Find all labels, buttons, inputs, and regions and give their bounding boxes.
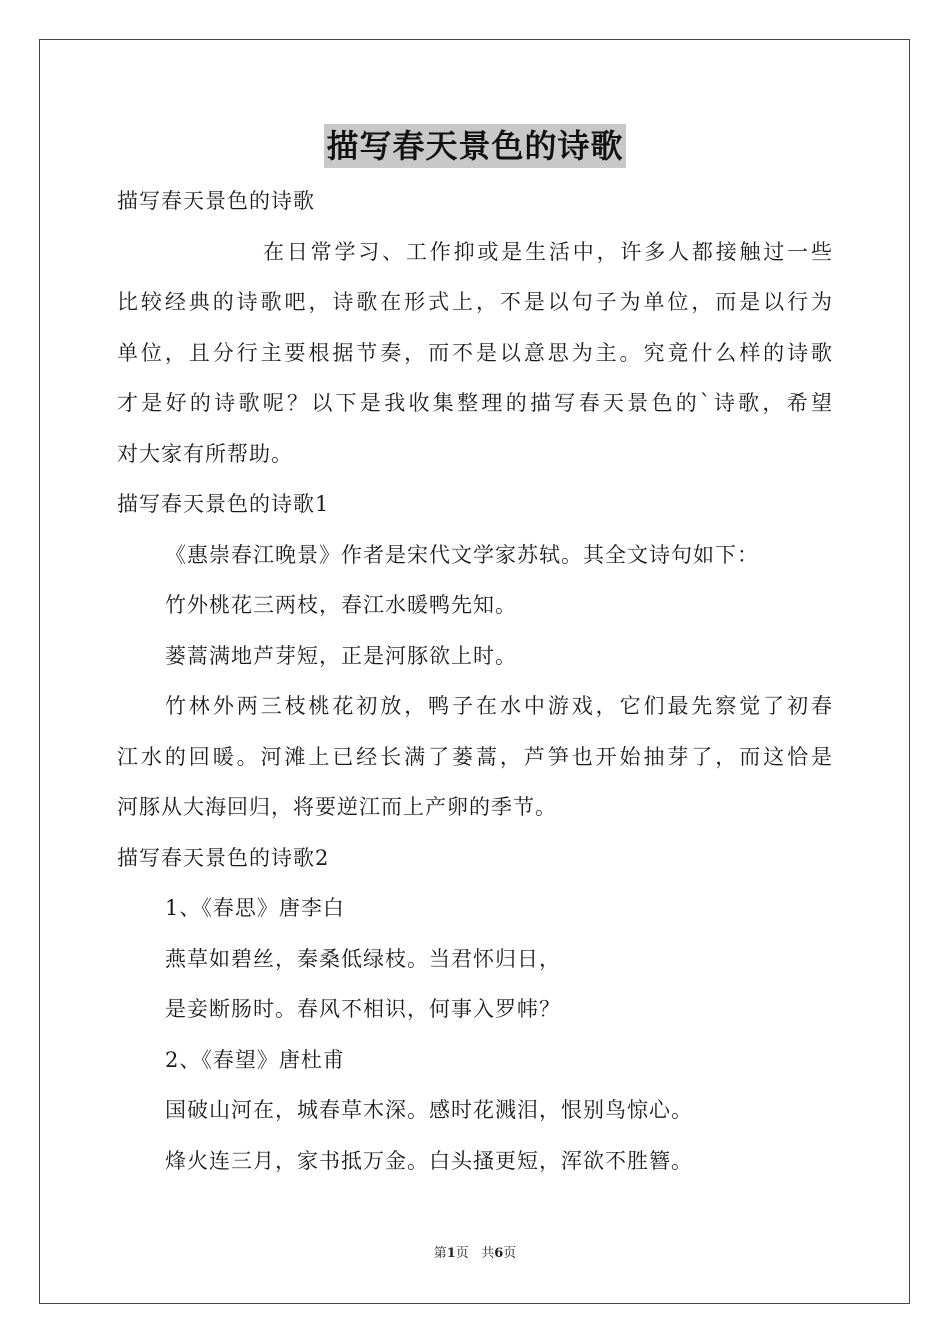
poem-line: 烽火连三月，家书抵万金。白头搔更短，浑欲不胜簪。 <box>165 1148 693 1173</box>
poem-title: 2、《春望》唐杜甫 <box>165 1047 345 1072</box>
paragraph-line: 才是好的诗歌呢？以下是我收集整理的描写春天景色的`诗歌，希望 <box>117 391 833 415</box>
poem-line: 蒌蒿满地芦芽短，正是河豚欲上时。 <box>165 643 517 668</box>
paragraph-line: 对大家有所帮助。 <box>117 441 293 466</box>
poem-line: 竹外桃花三两枝，春江水暖鸭先知。 <box>165 593 517 617</box>
paragraph-line: 在日常学习、工作抑或是生活中，许多人都接触过一些 <box>263 239 833 264</box>
section-heading: 描写春天景色的诗歌2 <box>117 845 330 870</box>
total-label-suffix: 页 <box>503 1246 517 1261</box>
document-title: 描写春天景色的诗歌 <box>324 124 625 168</box>
paragraph-line: 江水的回暖。河滩上已经长满了蒌蒿，芦笋也开始抽芽了，而这恰是 <box>117 744 833 769</box>
paragraph-line: 《惠崇春江晚景》作者是宋代文学家苏轼。其全文诗句如下： <box>165 542 759 567</box>
paragraph-line: 河豚从大海回归，将要逆江而上产卵的季节。 <box>117 795 557 819</box>
paragraph-line: 竹林外两三枝桃花初放，鸭子在水中游戏，它们最先察觉了初春 <box>165 694 833 718</box>
poem-title: 1、《春思》唐李白 <box>165 896 345 920</box>
section-heading: 描写春天景色的诗歌1 <box>117 492 330 516</box>
poem-line: 国破山河在，城春草木深。感时花溅泪，恨别鸟惊心。 <box>165 1098 693 1122</box>
page-label-prefix: 第 <box>433 1246 447 1261</box>
poem-line: 燕草如碧丝，秦桑低绿枝。当君怀归日， <box>165 946 561 971</box>
page-number: 1 <box>446 1246 456 1261</box>
page-footer <box>0 1245 950 1263</box>
page-label-suffix: 页 <box>455 1246 469 1261</box>
title-block <box>0 124 950 168</box>
section-heading: 描写春天景色的诗歌 <box>117 189 315 213</box>
total-label-prefix: 共 <box>481 1246 495 1261</box>
total-pages: 6 <box>494 1246 504 1261</box>
poem-line: 是妾断肠时。春风不相识，何事入罗帏？ <box>165 997 561 1021</box>
document-body <box>117 176 833 1186</box>
paragraph-line: 比较经典的诗歌吧，诗歌在形式上，不是以句子为单位，而是以行为 <box>117 290 833 314</box>
paragraph-line: 单位，且分行主要根据节奏，而不是以意思为主。究竟什么样的诗歌 <box>117 340 833 365</box>
